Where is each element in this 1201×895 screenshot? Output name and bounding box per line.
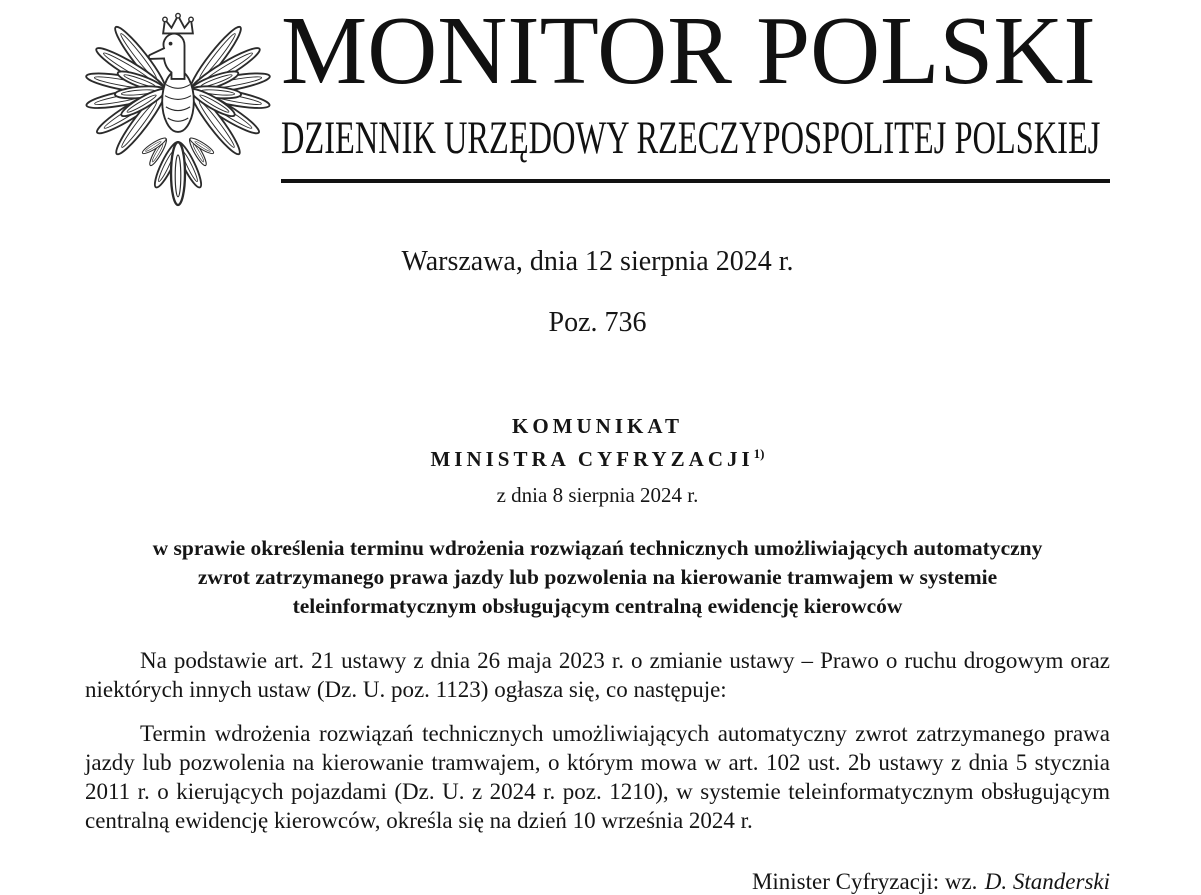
signature-line: [85, 868, 1110, 895]
journal-title: MONITOR POLSKI: [281, 0, 1096, 104]
act-date: z dnia 8 sierpnia 2024 r.: [496, 482, 699, 507]
footnote-marker: 1): [753, 445, 765, 461]
signature-name: D. Standerski: [984, 868, 1110, 894]
doc-heading: [85, 415, 1110, 507]
issuer-name: MINISTRA CYFRYZACJI: [430, 446, 754, 471]
white-eagle-icon: [85, 12, 271, 198]
masthead: [85, 0, 1110, 198]
dateline: Warszawa, dnia 12 sierpnia 2024 r.: [401, 246, 794, 277]
body-paragraph-1: Na podstawie art. 21 ustawy z dnia 26 maja 2023 r. o zmianie ustawy – Prawo o ruchu drogowym oraz niektórych innych ustaw (Dz. U. poz. 1123) ogłasza się, co następuje:: [85, 647, 1110, 702]
act-type: KOMUNIKAT: [512, 413, 683, 438]
body-paragraph-2: Termin wdrożenia rozwiązań technicznych umożliwiających automatyczny zwrot zatrzymanego prawa jazdy lub pozwolenia na kierowanie tramwajem, o którym mowa w art. 102 ust. 2b ustawy z dnia 5 stycznia 2011 r. o kierujących pojazdami (Dz. U. z 2024 r. poz. 1210), w systemie teleinformatycznym obsługującym centralną ewidencję kierowców, określa się na dzień 10 września 2024 r.: [85, 720, 1110, 833]
journal-subtitle: DZIENNIK URZĘDOWY RZECZYPOSPOLITEJ POLSKIEJ: [281, 111, 1101, 164]
header-divider: [281, 179, 1110, 183]
issuer: [85, 445, 1110, 471]
masthead-text: [281, 0, 1110, 183]
signature-role: Minister Cyfryzacji: wz.: [751, 868, 978, 894]
position-number: Poz. 736: [548, 306, 647, 338]
subject-title: w sprawie określenia terminu wdrożenia rozwiązań technicznych umożliwiających automatyczny zwrot zatrzymanego prawa jazdy lub pozwolenia na kierowanie tramwajem w systemie teleinformatycznym obsługującym centralną ewidencję kierowców: [152, 535, 1043, 618]
coat-of-arms: [85, 10, 281, 198]
